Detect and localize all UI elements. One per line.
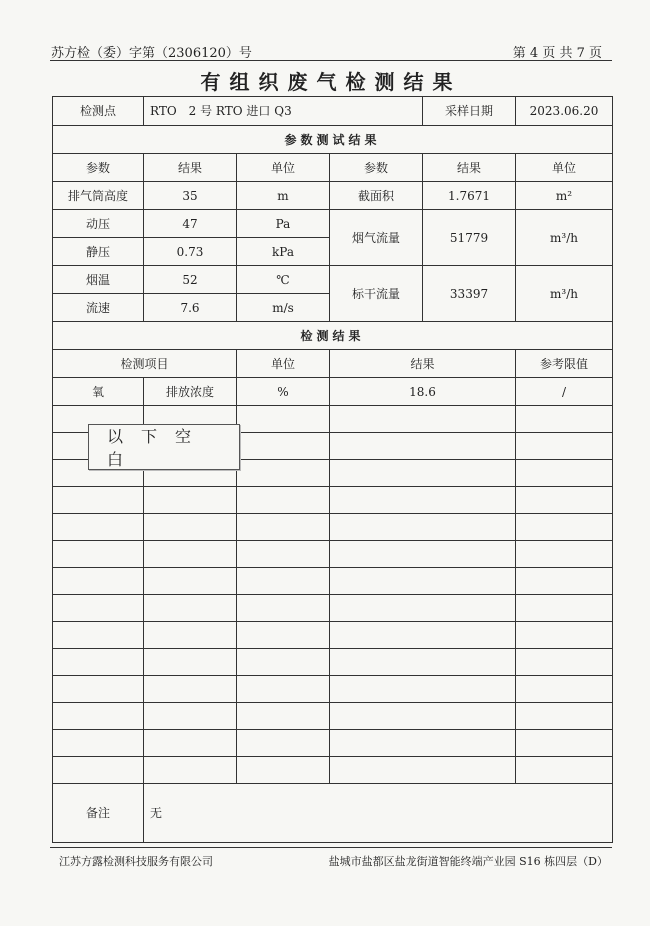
blank-cell [144,541,237,568]
blank-cell [330,757,516,784]
remark-row [53,784,613,843]
blank-cell [516,730,613,757]
param-unit: kPa [237,238,330,266]
blank-cell [516,406,613,433]
blank-cell [516,676,613,703]
blank-cell [330,622,516,649]
blank-cell [516,595,613,622]
result-row [53,378,613,406]
point-label: 检测点 [53,97,144,126]
results-section-title: 检测结果 [53,322,613,350]
blank-cell [144,595,237,622]
blank-row [53,703,613,730]
blank-cell [330,730,516,757]
blank-below-stamp: 以下空白 [88,424,240,470]
blank-cell [53,730,144,757]
unit-header: 单位 [237,350,330,378]
params-section-row [53,126,613,154]
blank-cell [237,757,330,784]
param-name: 动压 [53,210,144,238]
blank-row [53,514,613,541]
blank-cell [516,514,613,541]
remark-value: 无 [144,784,613,843]
blank-cell [237,568,330,595]
param-row [53,210,613,238]
result-item: 氧 [53,378,144,406]
result-header: 结果 [144,154,237,182]
result-header-right: 结果 [423,154,516,182]
blank-row [53,568,613,595]
unit-header: 单位 [237,154,330,182]
param-value: 35 [144,182,237,210]
blank-cell [330,460,516,487]
blank-cell [144,676,237,703]
limit-header: 参考限值 [516,350,613,378]
results-header-row [53,350,613,378]
blank-cell [330,595,516,622]
params-section-title: 参数测试结果 [53,126,613,154]
report-number: 苏方检（委）字第（2306120）号 [51,46,252,61]
blank-row [53,622,613,649]
blank-cell [237,649,330,676]
item-header: 检测项目 [53,350,237,378]
blank-cell [516,460,613,487]
param-value: 0.73 [144,238,237,266]
blank-cell [237,622,330,649]
param-name-right: 截面积 [330,182,423,210]
blank-cell [330,649,516,676]
param-row [53,266,613,294]
param-row [53,182,613,210]
blank-cell [144,730,237,757]
blank-cell [237,433,330,460]
blank-cell [330,568,516,595]
param-name-right: 烟气流量 [330,210,423,266]
point-value: RTO 2 号 RTO 进口 Q3 [144,97,423,126]
params-header-row [53,154,613,182]
blank-cell [144,757,237,784]
blank-cell [53,541,144,568]
param-name: 烟温 [53,266,144,294]
unit-header-right: 单位 [516,154,613,182]
param-header-right: 参数 [330,154,423,182]
blank-cell [330,406,516,433]
page-title: 有组织废气检测结果 [200,70,462,94]
blank-cell [237,703,330,730]
footer-company: 江苏方露检测科技服务有限公司 [59,855,213,868]
info-row [53,97,613,126]
date-value: 2023.06.20 [516,97,613,126]
param-unit-right: m² [516,182,613,210]
blank-cell [144,622,237,649]
param-name: 排气筒高度 [53,182,144,210]
footer-divider [50,847,612,848]
blank-row [53,757,613,784]
header-divider [50,60,612,61]
blank-cell [53,514,144,541]
blank-cell [144,514,237,541]
param-value-right: 1.7671 [423,182,516,210]
param-unit-right: m³/h [516,266,613,322]
result-value: 18.6 [330,378,516,406]
blank-cell [53,676,144,703]
results-section-row [53,322,613,350]
blank-cell [330,514,516,541]
blank-row [53,595,613,622]
param-unit: m [237,182,330,210]
blank-cell [330,676,516,703]
param-value-right: 33397 [423,266,516,322]
blank-cell [53,622,144,649]
param-value-right: 51779 [423,210,516,266]
param-unit-right: m³/h [516,210,613,266]
param-value: 47 [144,210,237,238]
blank-cell [237,487,330,514]
param-name: 静压 [53,238,144,266]
date-label: 采样日期 [423,97,516,126]
blank-cell [144,568,237,595]
blank-row [53,676,613,703]
blank-cell [237,676,330,703]
blank-cell [53,487,144,514]
blank-row [53,649,613,676]
blank-cell [330,433,516,460]
param-name-right: 标干流量 [330,266,423,322]
blank-row [53,541,613,568]
page-indicator: 第 4 页 共 7 页 [512,46,602,61]
blank-cell [516,703,613,730]
blank-cell [144,703,237,730]
blank-cell [237,595,330,622]
blank-cell [330,703,516,730]
blank-cell [516,568,613,595]
result-sub-item: 排放浓度 [144,378,237,406]
blank-cell [237,514,330,541]
footer-address: 盐城市盐都区盐龙街道智能终端产业园 S16 栋四层（D） [328,855,608,868]
blank-cell [516,649,613,676]
result-header: 结果 [330,350,516,378]
param-value: 7.6 [144,294,237,322]
blank-cell [330,487,516,514]
blank-cell [237,730,330,757]
blank-cell [330,541,516,568]
blank-row [53,730,613,757]
blank-cell [53,757,144,784]
result-limit: / [516,378,613,406]
blank-cell [516,757,613,784]
blank-cell [237,406,330,433]
param-unit: m/s [237,294,330,322]
blank-cell [237,541,330,568]
blank-cell [53,703,144,730]
param-unit: ℃ [237,266,330,294]
blank-cell [516,433,613,460]
result-unit: % [237,378,330,406]
blank-cell [516,622,613,649]
blank-cell [53,568,144,595]
param-name: 流速 [53,294,144,322]
blank-cell [516,541,613,568]
blank-cell [237,460,330,487]
blank-cell [144,649,237,676]
remark-label: 备注 [53,784,144,843]
blank-cell [53,649,144,676]
blank-cell [144,487,237,514]
blank-row [53,487,613,514]
param-header: 参数 [53,154,144,182]
blank-cell [53,595,144,622]
param-unit: Pa [237,210,330,238]
param-value: 52 [144,266,237,294]
blank-cell [516,487,613,514]
